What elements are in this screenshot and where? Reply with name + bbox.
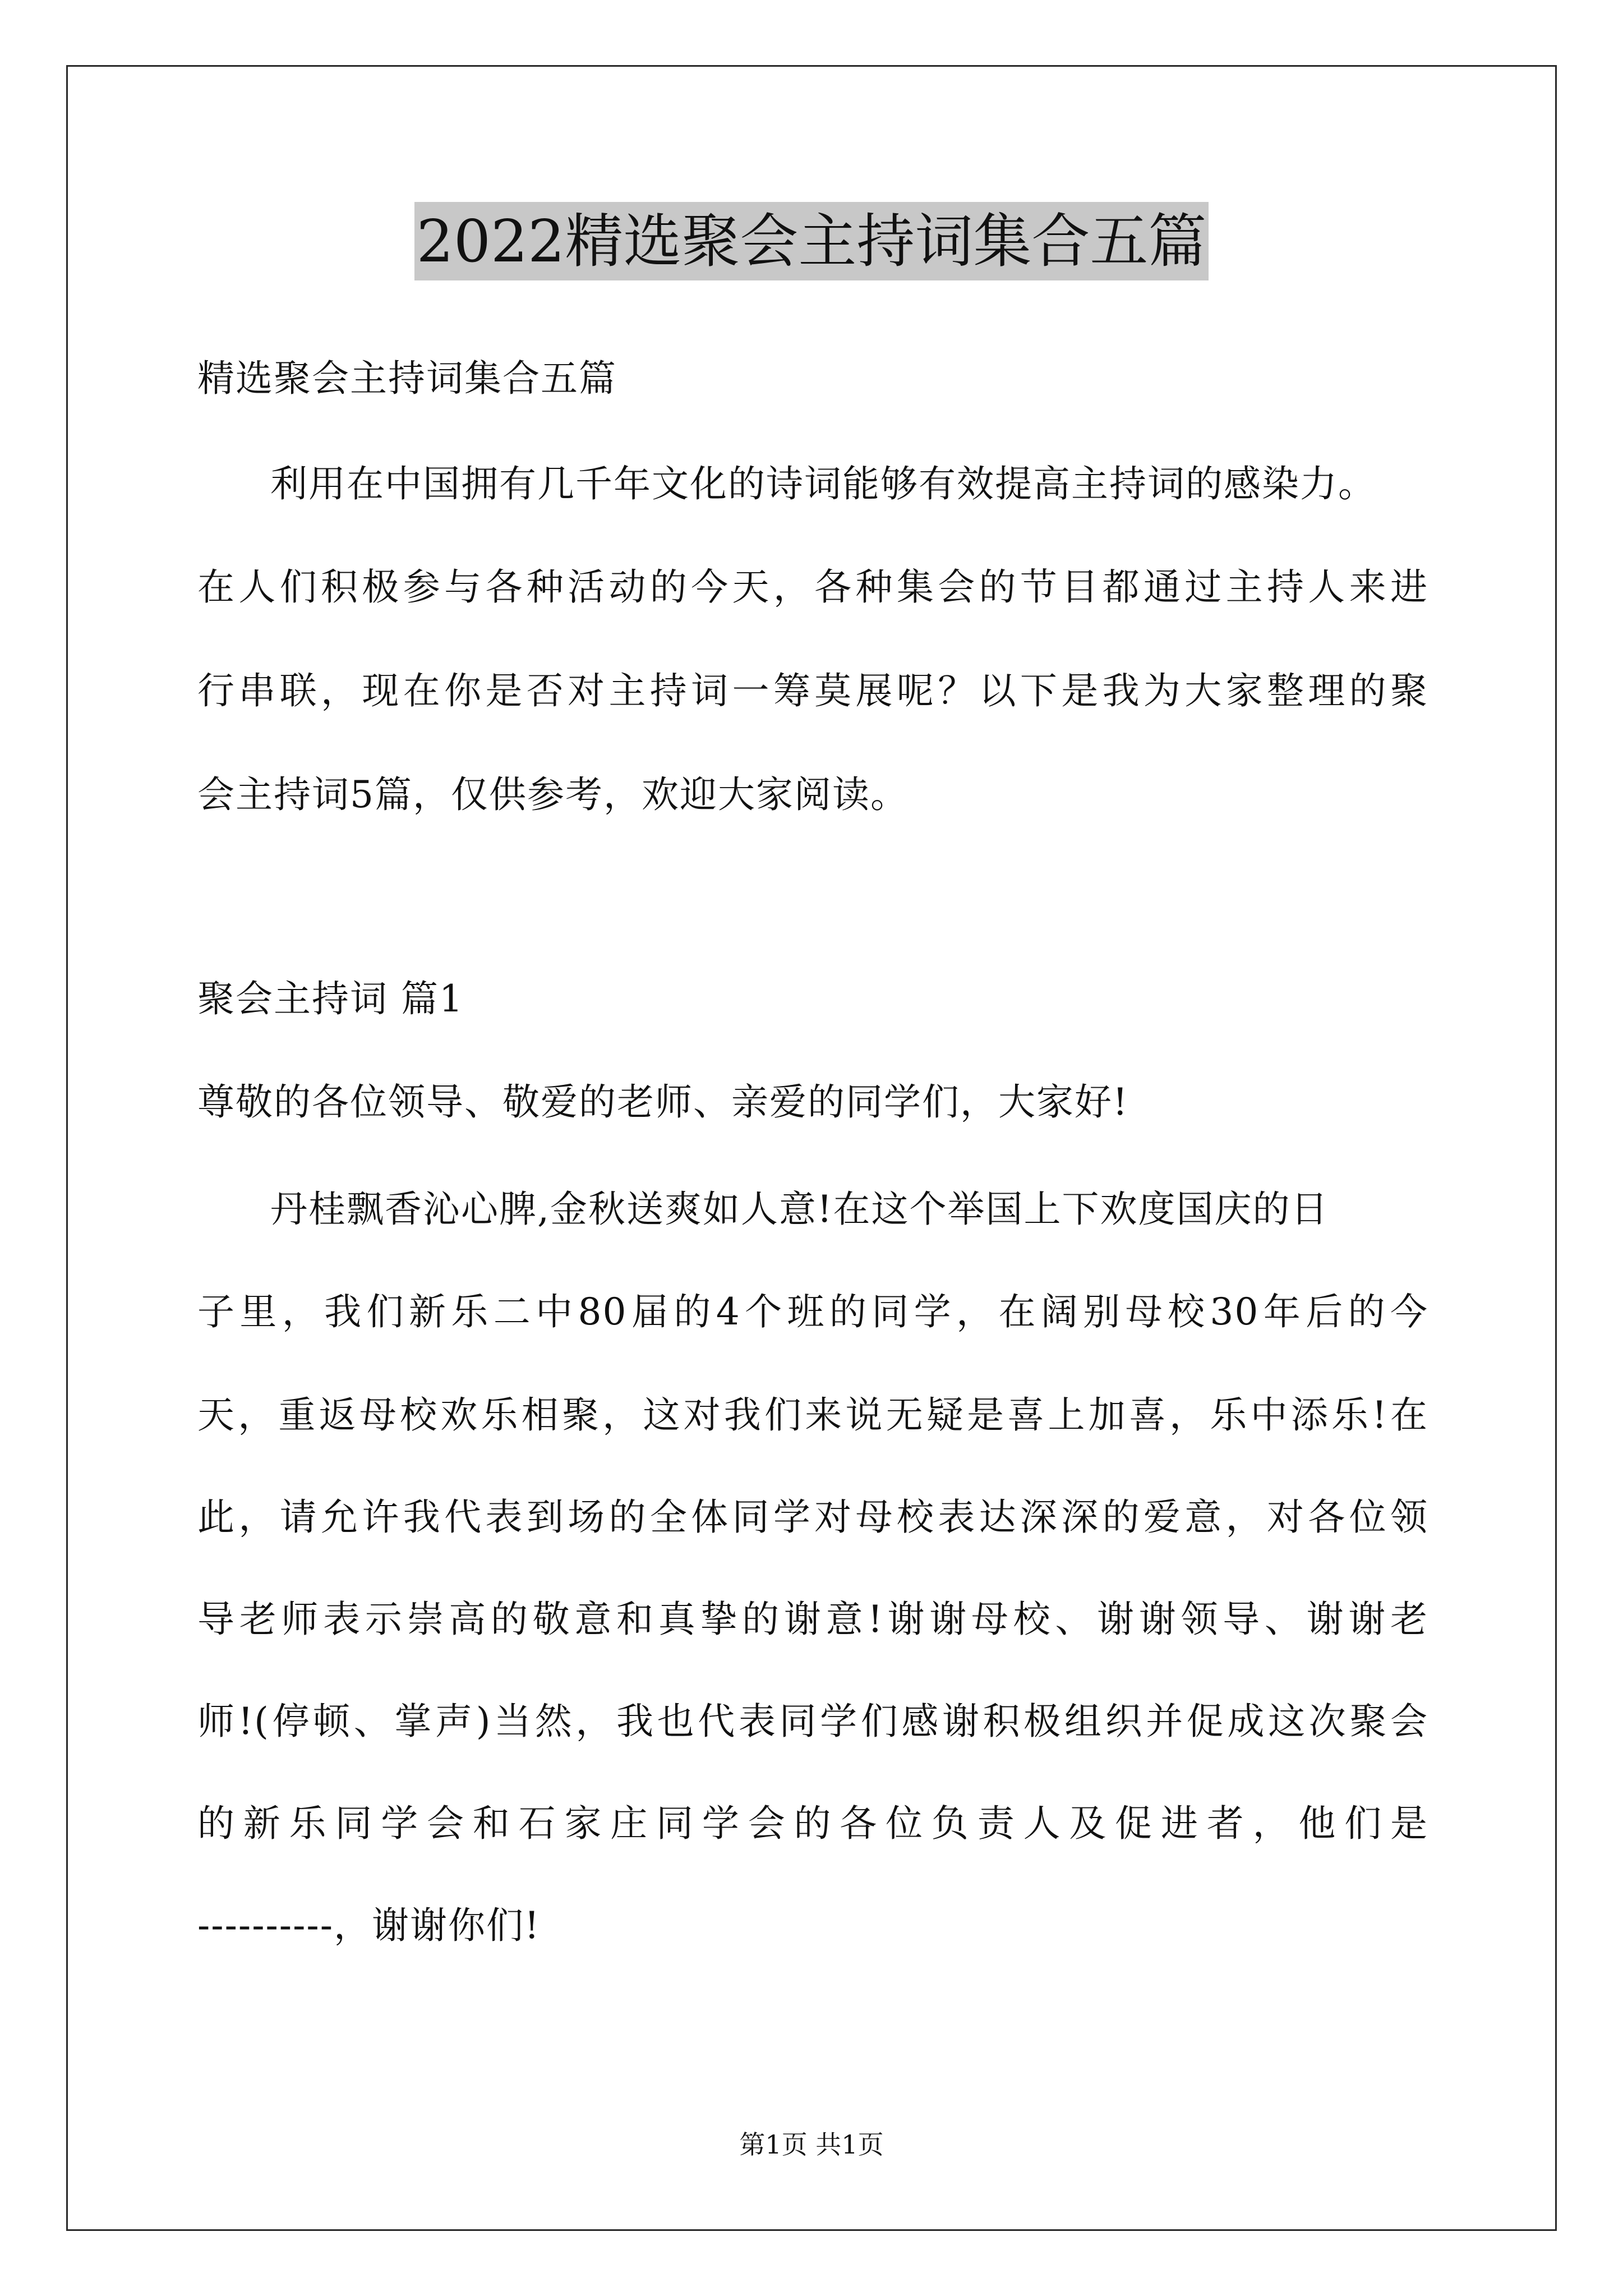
greeting: 尊敬的各位领导、敬爱的老师、亲爱的同学们，大家好!: [197, 1080, 1129, 1124]
body-line: 此，请允许我代表到场的全体同学对母校表达深深的爱意，对各位领: [197, 1496, 1428, 1539]
body-line: 子里，我们新乐二中80届的4个班的同学，在阔别母校30年后的今: [197, 1290, 1428, 1333]
body-line: ----------，谢谢你们!: [197, 1904, 541, 1947]
body-line: 的新乐同学会和石家庄同学会的各位负责人及促进者，他们是: [197, 1802, 1428, 1845]
body-line: 导老师表示崇高的敬意和真挚的谢意!谢谢母校、谢谢领导、谢谢老: [197, 1598, 1428, 1641]
section-heading: 聚会主持词 篇1: [197, 977, 464, 1020]
body-line: 丹桂飘香沁心脾,金秋送爽如人意!在这个举国上下欢度国庆的日: [270, 1188, 1329, 1231]
intro-line: 在人们积极参与各种活动的今天，各种集会的节目都通过主持人来进: [197, 565, 1428, 609]
title-container: [0, 202, 1623, 280]
intro-line: 行串联，现在你是否对主持词一筹莫展呢？以下是我为大家整理的聚: [197, 669, 1428, 712]
body-line: 天，重返母校欢乐相聚，这对我们来说无疑是喜上加喜，乐中添乐!在: [197, 1393, 1428, 1437]
body-line: 师!(停顿、掌声)当然，我也代表同学们感谢积极组织并促成这次聚会: [197, 1700, 1428, 1743]
intro-line: 会主持词5篇，仅供参考，欢迎大家阅读。: [197, 773, 909, 816]
subtitle: 精选聚会主持词集合五篇: [197, 357, 617, 400]
page-title: 2022精选聚会主持词集合五篇: [414, 202, 1209, 280]
intro-line: 利用在中国拥有几千年文化的诗词能够有效提高主持词的感染力。: [270, 462, 1376, 505]
page-footer: 第1页 共1页: [739, 2129, 884, 2160]
